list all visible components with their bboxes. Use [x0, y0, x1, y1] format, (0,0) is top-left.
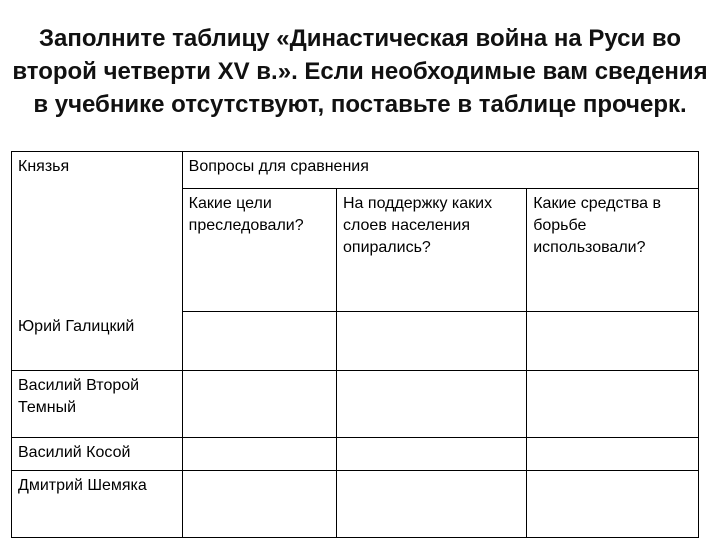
prince-name: Василий Второй Темный — [12, 370, 183, 437]
table-header-row — [12, 152, 699, 189]
answer-cell[interactable] — [527, 470, 699, 537]
prince-name: Дмитрий Шемяка — [12, 470, 183, 537]
answer-cell[interactable] — [182, 437, 336, 470]
answer-cell[interactable] — [337, 437, 527, 470]
header-princes: Князья — [12, 152, 183, 312]
answer-cell[interactable] — [182, 470, 336, 537]
answer-cell[interactable] — [337, 370, 527, 437]
answer-cell[interactable] — [527, 312, 699, 371]
prince-name: Василий Косой — [12, 437, 183, 470]
table-row — [12, 312, 699, 371]
prince-name: Юрий Галицкий — [12, 312, 183, 371]
comparison-table — [11, 151, 699, 538]
answer-cell[interactable] — [527, 437, 699, 470]
answer-cell[interactable] — [337, 312, 527, 371]
header-questions: Вопросы для сравнения — [182, 152, 698, 189]
answer-cell[interactable] — [527, 370, 699, 437]
question-means: Какие средства в борьбе использовали? — [527, 189, 699, 312]
table-row — [12, 370, 699, 437]
answer-cell[interactable] — [182, 370, 336, 437]
answer-cell[interactable] — [182, 312, 336, 371]
question-goals: Какие цели преследовали? — [182, 189, 336, 312]
table-row — [12, 437, 699, 470]
answer-cell[interactable] — [337, 470, 527, 537]
question-support: На поддержку каких слоев населения опирались? — [337, 189, 527, 312]
table-row — [12, 470, 699, 537]
page-title: Заполните таблицу «Династическая война на Руси во второй четверти XV в.». Если необходимые вам сведения в учебнике отсутствуют, поставьте в таблице прочерк. — [12, 25, 708, 118]
